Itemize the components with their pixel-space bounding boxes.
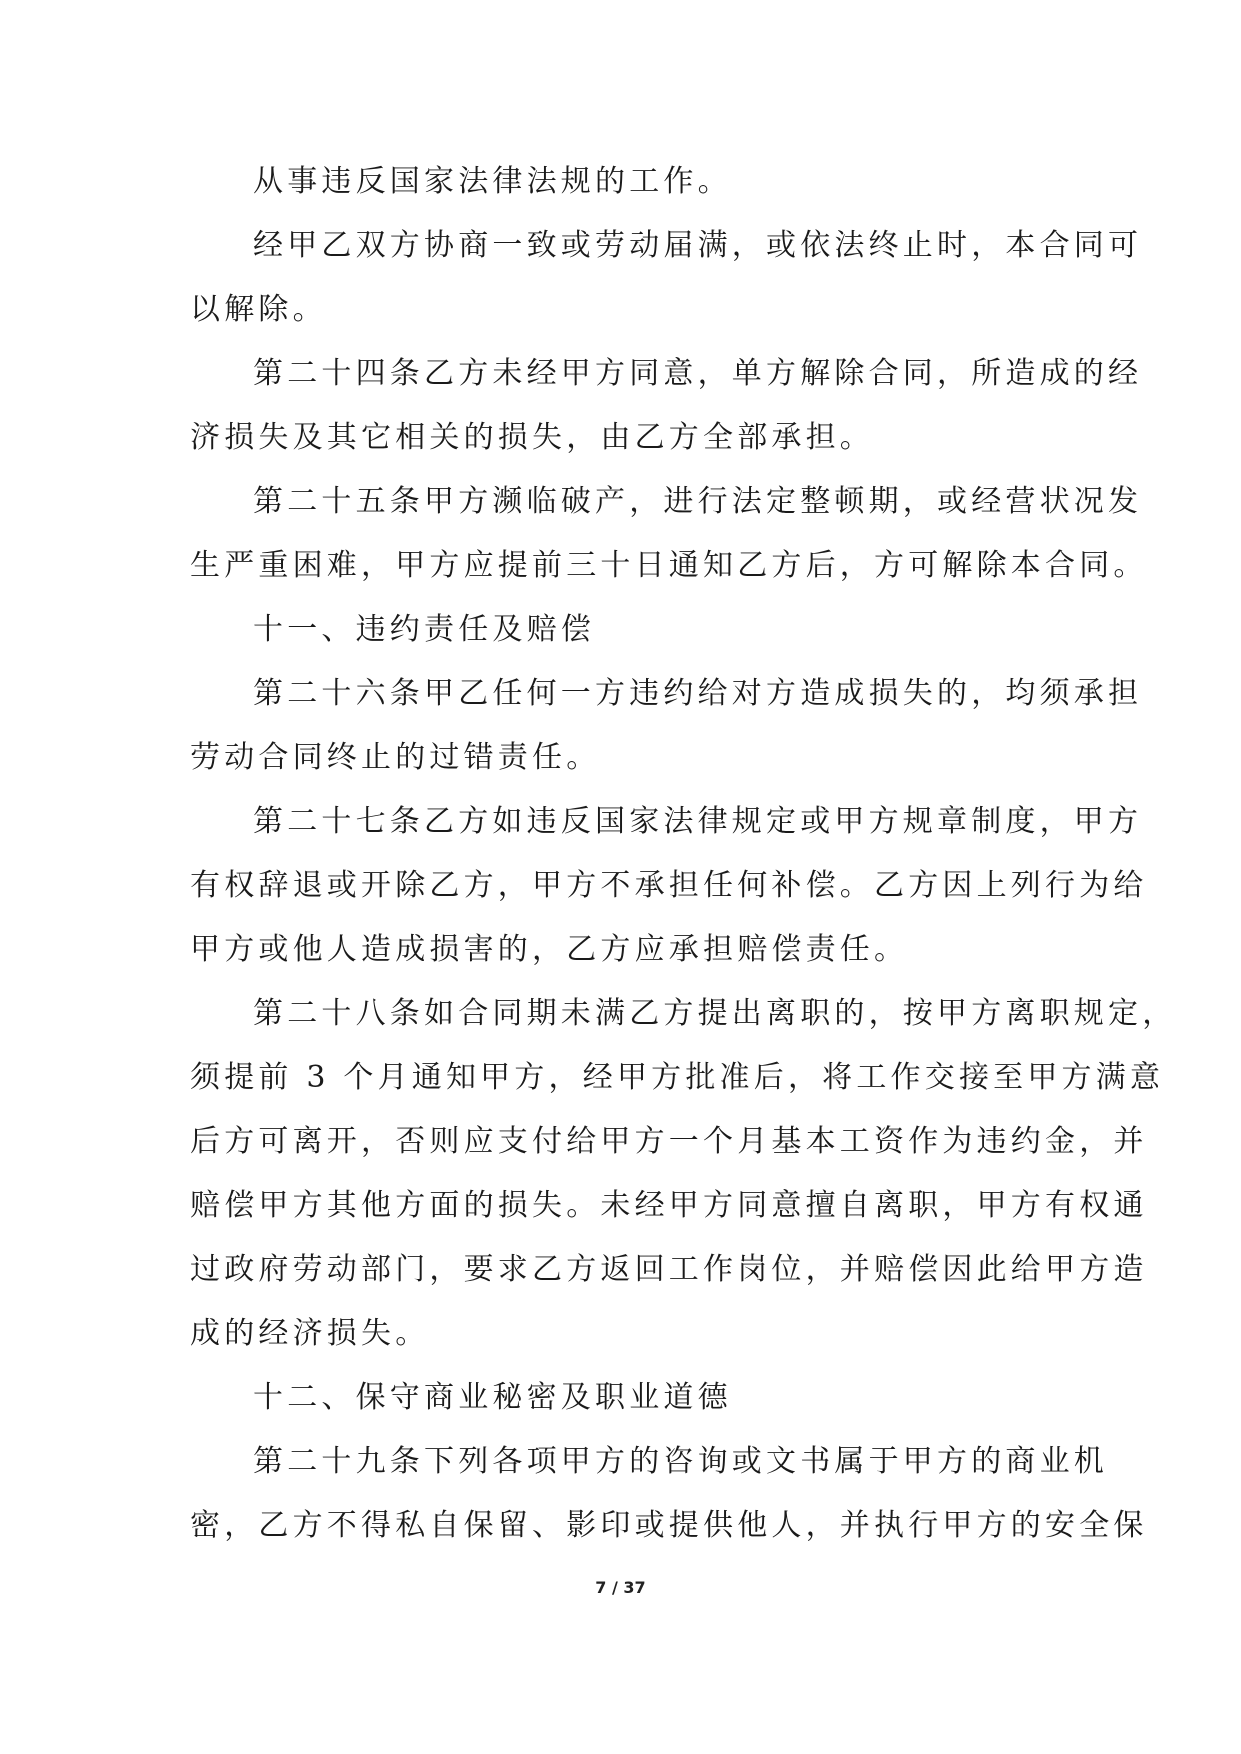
section-heading: 十一、违约责任及赔偿 — [253, 612, 595, 647]
paragraph-line: 密，乙方不得私自保留、影印或提供他人，并执行甲方的安全保 — [190, 1508, 1148, 1543]
paragraph-line: 赔偿甲方其他方面的损失。未经甲方同意擅自离职，甲方有权通 — [190, 1188, 1148, 1223]
paragraph-line: 甲方或他人造成损害的，乙方应承担赔偿责任。 — [190, 932, 909, 967]
paragraph-line: 有权辞退或开除乙方，甲方不承担任何补偿。乙方因上列行为给 — [190, 868, 1148, 903]
paragraph-line: 济损失及其它相关的损失，由乙方全部承担。 — [190, 420, 874, 455]
paragraph-line: 经甲乙双方协商一致或劳动届满，或依法终止时，本合同可 — [253, 228, 1143, 263]
paragraph-line: 第二十八条如合同期未满乙方提出离职的，按甲方离职规定， — [253, 996, 1177, 1031]
paragraph-line: 生严重困难，甲方应提前三十日通知乙方后，方可解除本合同。 — [190, 548, 1148, 583]
paragraph-line: 第二十五条甲方濒临破产，进行法定整顿期，或经营状况发 — [253, 484, 1143, 519]
section-heading: 十二、保守商业秘密及职业道德 — [253, 1380, 732, 1415]
paragraph-line: 第二十四条乙方未经甲方同意，单方解除合同，所造成的经 — [253, 356, 1143, 391]
paragraph-line: 第二十六条甲乙任何一方违约给对方造成损失的，均须承担 — [253, 676, 1143, 711]
paragraph-line: 后方可离开，否则应支付给甲方一个月基本工资作为违约金，并 — [190, 1124, 1148, 1159]
paragraph-line: 以解除。 — [190, 292, 327, 327]
paragraph-line: 从事违反国家法律法规的工作。 — [253, 164, 732, 199]
paragraph-line: 成的经济损失。 — [190, 1316, 430, 1351]
paragraph-line: 须提前 3 个月通知甲方，经甲方批准后，将工作交接至甲方满意 — [190, 1060, 1165, 1095]
paragraph-line: 劳动合同终止的过错责任。 — [190, 740, 601, 775]
body-text — [190, 150, 1177, 1558]
paragraph-line: 第二十七条乙方如违反国家法律规定或甲方规章制度，甲方 — [253, 804, 1143, 839]
paragraph-line: 第二十九条下列各项甲方的咨询或文书属于甲方的商业机 — [253, 1444, 1108, 1479]
paragraph-line: 过政府劳动部门，要求乙方返回工作岗位，并赔偿因此给甲方造 — [190, 1252, 1148, 1287]
page-number: 7 / 37 — [595, 1578, 646, 1597]
